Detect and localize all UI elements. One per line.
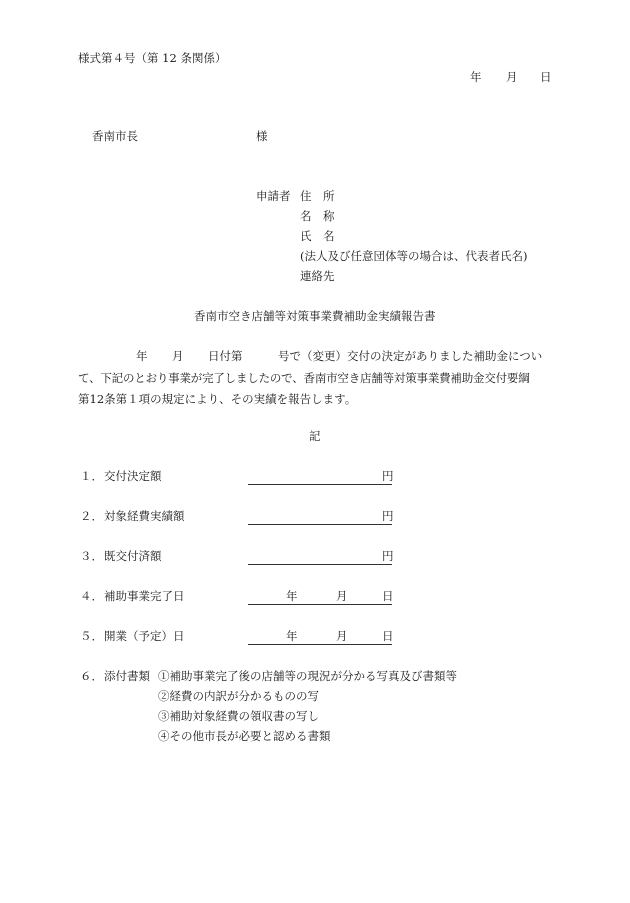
item-month: 月 — [336, 629, 348, 643]
form-number: 様式第４号（第 12 条関係） — [78, 51, 227, 65]
amount-field[interactable] — [248, 510, 392, 525]
item-label: 補助事業完了日 — [104, 589, 185, 603]
date-day: 日 — [540, 70, 552, 84]
item-number: ５． — [80, 629, 103, 643]
amount-field[interactable] — [248, 550, 392, 565]
applicant-note: (法人及び任意団体等の場合は、代表者氏名) — [300, 249, 528, 263]
item-unit: 円 — [382, 549, 394, 563]
applicant-person: 氏 名 — [300, 229, 335, 243]
item-month: 月 — [336, 589, 348, 603]
body-year: 年 — [136, 349, 148, 363]
applicant-contact: 連絡先 — [300, 269, 335, 283]
item-day: 日 — [382, 589, 394, 603]
item-number: ４． — [80, 589, 103, 603]
applicant-address: 住 所 — [300, 189, 335, 203]
item-number: ２． — [80, 509, 103, 523]
attachment-item: ③補助対象経費の領収書の写し — [158, 709, 319, 723]
item-number: ３． — [80, 549, 103, 563]
applicant-name: 名 称 — [300, 209, 335, 223]
body-day-no: 日付第 — [208, 349, 243, 363]
addressee-honorific: 様 — [256, 129, 268, 143]
item-label: 交付決定額 — [104, 469, 162, 483]
date-year: 年 — [470, 70, 482, 84]
date-field[interactable] — [248, 590, 392, 605]
attachment-item: ④その他市長が必要と認める書類 — [158, 729, 331, 743]
body-line3: 第12条第１項の規定により、その実績を報告します。 — [78, 392, 357, 406]
item-year: 年 — [286, 629, 298, 643]
body-line2: て、下記のとおり事業が完了しましたので、香南市空き店舗等対策事業費補助金交付要綱 — [78, 371, 530, 385]
applicant-label: 申請者 — [256, 189, 291, 203]
item-unit: 円 — [382, 469, 394, 483]
body-line1: 号で（変更）交付の決定がありました補助金につい — [278, 349, 543, 363]
addressee-name: 香南市長 — [92, 129, 138, 143]
body-month: 月 — [172, 349, 184, 363]
document-title: 香南市空き店舗等対策事業費補助金実績報告書 — [194, 309, 436, 323]
item-label: 既交付済額 — [104, 549, 162, 563]
item-unit: 円 — [382, 509, 394, 523]
attachment-item: ①補助事業完了後の店舗等の現況が分かる写真及び書類等 — [158, 669, 457, 683]
item-label: 対象経費実績額 — [104, 509, 185, 523]
item-label: 開業（予定）日 — [104, 629, 185, 643]
attachment-item: ②経費の内訳が分かるものの写 — [158, 689, 319, 703]
item-year: 年 — [286, 589, 298, 603]
item-day: 日 — [382, 629, 394, 643]
item-number: １． — [80, 469, 103, 483]
date-month: 月 — [506, 70, 518, 84]
item-number: ６． — [80, 669, 103, 683]
date-field[interactable] — [248, 630, 392, 645]
ki-heading: 記 — [309, 429, 321, 443]
attachments-label: 添付書類 — [104, 669, 150, 683]
amount-field[interactable] — [248, 470, 392, 485]
